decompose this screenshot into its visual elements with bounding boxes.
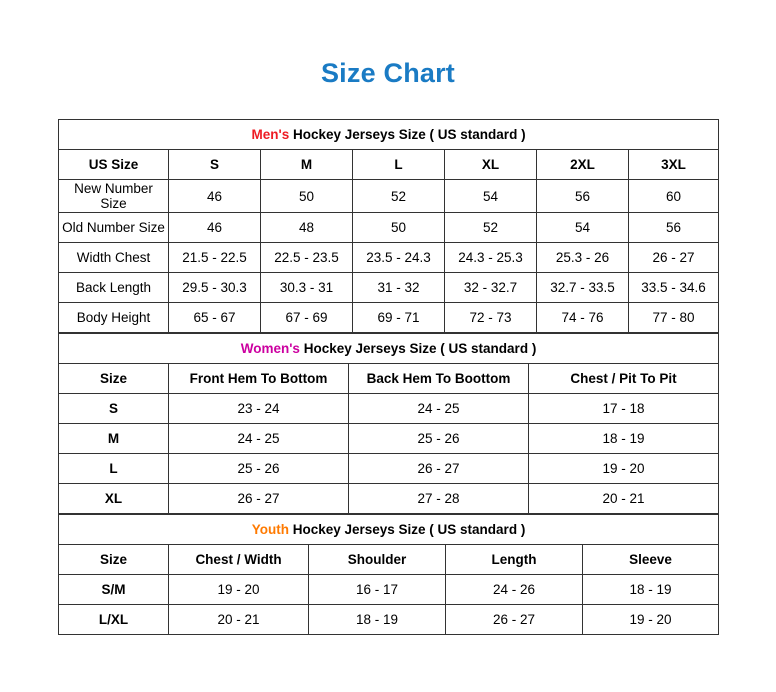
mens-col-header: 2XL bbox=[537, 150, 629, 180]
womens-section-heading bbox=[59, 334, 719, 364]
mens-cell: 30.3 - 31 bbox=[261, 273, 353, 303]
youth-col-header: Length bbox=[446, 545, 583, 575]
mens-size-table bbox=[58, 119, 719, 333]
table-row bbox=[59, 605, 719, 635]
youth-col-header: Shoulder bbox=[309, 545, 446, 575]
mens-cell: 54 bbox=[445, 180, 537, 213]
youth-section-heading bbox=[59, 515, 719, 545]
mens-cell: 74 - 76 bbox=[537, 303, 629, 333]
mens-cell: 50 bbox=[261, 180, 353, 213]
mens-cell: 21.5 - 22.5 bbox=[169, 243, 261, 273]
womens-row-label: XL bbox=[59, 484, 169, 514]
table-row bbox=[59, 454, 719, 484]
youth-col-header: Chest / Width bbox=[169, 545, 309, 575]
mens-col-header: M bbox=[261, 150, 353, 180]
mens-cell: 46 bbox=[169, 180, 261, 213]
mens-row-label: Back Length bbox=[59, 273, 169, 303]
youth-heading-accent: Youth bbox=[251, 522, 289, 537]
mens-cell: 50 bbox=[353, 213, 445, 243]
womens-cell: 26 - 27 bbox=[349, 454, 529, 484]
table-section-header-row bbox=[59, 334, 719, 364]
mens-col-header: XL bbox=[445, 150, 537, 180]
table-row bbox=[59, 180, 719, 213]
mens-cell: 67 - 69 bbox=[261, 303, 353, 333]
womens-cell: 25 - 26 bbox=[349, 424, 529, 454]
womens-heading-rest: Hockey Jerseys Size ( US standard ) bbox=[299, 341, 537, 356]
table-row bbox=[59, 243, 719, 273]
mens-col-header: L bbox=[353, 150, 445, 180]
youth-row-label: L/XL bbox=[59, 605, 169, 635]
table-row bbox=[59, 394, 719, 424]
mens-section-heading bbox=[59, 120, 719, 150]
table-row bbox=[59, 545, 719, 575]
womens-cell: 25 - 26 bbox=[169, 454, 349, 484]
youth-cell: 18 - 19 bbox=[583, 575, 719, 605]
table-section-header-row bbox=[59, 120, 719, 150]
table-row bbox=[59, 303, 719, 333]
womens-row-label: L bbox=[59, 454, 169, 484]
youth-row-label: S/M bbox=[59, 575, 169, 605]
youth-cell: 19 - 20 bbox=[583, 605, 719, 635]
mens-cell: 29.5 - 30.3 bbox=[169, 273, 261, 303]
womens-size-table bbox=[58, 333, 719, 514]
size-tables-container bbox=[58, 89, 718, 635]
youth-col-header: Sleeve bbox=[583, 545, 719, 575]
mens-cell: 33.5 - 34.6 bbox=[629, 273, 719, 303]
womens-col-header: Back Hem To Boottom bbox=[349, 364, 529, 394]
womens-cell: 19 - 20 bbox=[529, 454, 719, 484]
mens-row-label: Old Number Size bbox=[59, 213, 169, 243]
mens-heading-accent: Men's bbox=[251, 127, 290, 142]
mens-cell: 56 bbox=[537, 180, 629, 213]
table-row bbox=[59, 273, 719, 303]
youth-cell: 26 - 27 bbox=[446, 605, 583, 635]
womens-cell: 23 - 24 bbox=[169, 394, 349, 424]
mens-heading-rest: Hockey Jerseys Size ( US standard ) bbox=[289, 127, 526, 142]
mens-cell: 77 - 80 bbox=[629, 303, 719, 333]
youth-cell: 19 - 20 bbox=[169, 575, 309, 605]
mens-cell: 52 bbox=[445, 213, 537, 243]
mens-cell: 32 - 32.7 bbox=[445, 273, 537, 303]
mens-cell: 65 - 67 bbox=[169, 303, 261, 333]
mens-col-header: S bbox=[169, 150, 261, 180]
womens-cell: 20 - 21 bbox=[529, 484, 719, 514]
mens-row-label: New Number Size bbox=[59, 180, 169, 213]
mens-cell: 25.3 - 26 bbox=[537, 243, 629, 273]
womens-col-header: Size bbox=[59, 364, 169, 394]
mens-cell: 69 - 71 bbox=[353, 303, 445, 333]
youth-cell: 20 - 21 bbox=[169, 605, 309, 635]
mens-cell: 54 bbox=[537, 213, 629, 243]
table-row bbox=[59, 424, 719, 454]
womens-col-header: Front Hem To Bottom bbox=[169, 364, 349, 394]
mens-cell: 32.7 - 33.5 bbox=[537, 273, 629, 303]
mens-cell: 46 bbox=[169, 213, 261, 243]
womens-heading-accent: Women's bbox=[240, 341, 300, 356]
womens-cell: 24 - 25 bbox=[349, 394, 529, 424]
table-row bbox=[59, 150, 719, 180]
womens-cell: 18 - 19 bbox=[529, 424, 719, 454]
mens-cell: 72 - 73 bbox=[445, 303, 537, 333]
mens-cell: 24.3 - 25.3 bbox=[445, 243, 537, 273]
womens-row-label: M bbox=[59, 424, 169, 454]
womens-cell: 26 - 27 bbox=[169, 484, 349, 514]
mens-col-header: US Size bbox=[59, 150, 169, 180]
womens-row-label: S bbox=[59, 394, 169, 424]
youth-col-header: Size bbox=[59, 545, 169, 575]
mens-row-label: Width Chest bbox=[59, 243, 169, 273]
table-row bbox=[59, 213, 719, 243]
mens-cell: 52 bbox=[353, 180, 445, 213]
youth-cell: 16 - 17 bbox=[309, 575, 446, 605]
youth-cell: 24 - 26 bbox=[446, 575, 583, 605]
mens-cell: 60 bbox=[629, 180, 719, 213]
youth-size-table bbox=[58, 514, 719, 635]
youth-cell: 18 - 19 bbox=[309, 605, 446, 635]
table-section-header-row bbox=[59, 515, 719, 545]
mens-cell: 48 bbox=[261, 213, 353, 243]
mens-col-header: 3XL bbox=[629, 150, 719, 180]
mens-cell: 23.5 - 24.3 bbox=[353, 243, 445, 273]
table-row bbox=[59, 575, 719, 605]
womens-cell: 27 - 28 bbox=[349, 484, 529, 514]
womens-col-header: Chest / Pit To Pit bbox=[529, 364, 719, 394]
youth-heading-rest: Hockey Jerseys Size ( US standard ) bbox=[288, 522, 526, 537]
mens-cell: 26 - 27 bbox=[629, 243, 719, 273]
table-row bbox=[59, 484, 719, 514]
mens-cell: 56 bbox=[629, 213, 719, 243]
mens-cell: 22.5 - 23.5 bbox=[261, 243, 353, 273]
page-title: Size Chart bbox=[320, 58, 456, 88]
womens-cell: 17 - 18 bbox=[529, 394, 719, 424]
table-row bbox=[59, 364, 719, 394]
mens-cell: 31 - 32 bbox=[353, 273, 445, 303]
mens-row-label: Body Height bbox=[59, 303, 169, 333]
womens-cell: 24 - 25 bbox=[169, 424, 349, 454]
